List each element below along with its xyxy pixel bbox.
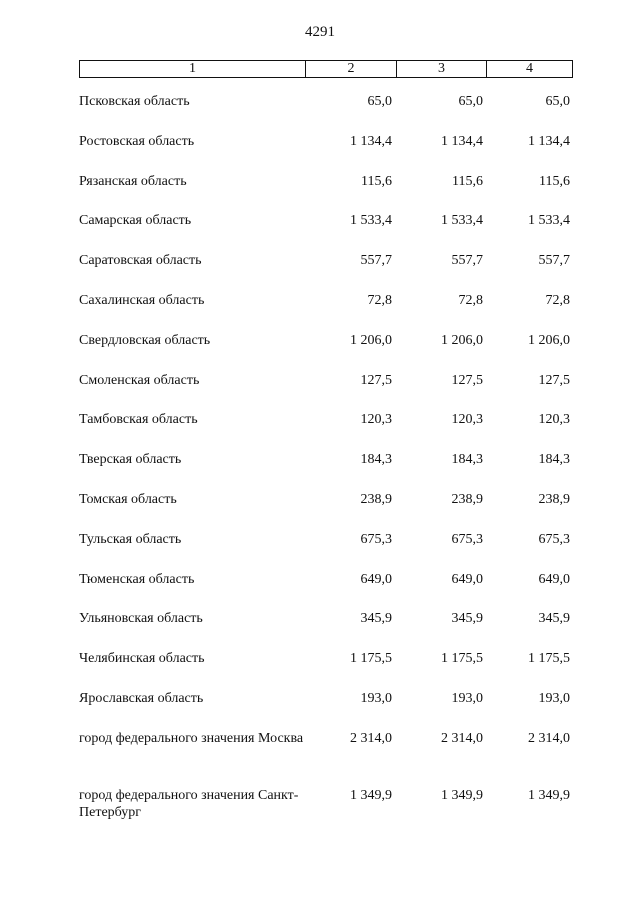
column-header-1: 1	[80, 61, 306, 77]
value-cell-col3: 675,3	[451, 531, 483, 547]
value-cell-col4: 649,0	[538, 571, 570, 587]
table-row	[79, 173, 573, 213]
table-row	[79, 650, 573, 690]
value-cell-col4: 115,6	[539, 173, 570, 189]
value-cell-col2: 1 206,0	[350, 332, 392, 348]
value-cell-col2: 238,9	[360, 491, 392, 507]
table-row	[79, 451, 573, 491]
table-row	[79, 372, 573, 412]
value-cell-col3: 1 533,4	[441, 213, 483, 229]
value-cell-col2: 127,5	[360, 372, 392, 388]
value-cell-col2: 1 533,4	[350, 213, 392, 229]
region-name-cell: Томская область	[79, 491, 177, 507]
region-name-cell: Саратовская область	[79, 253, 202, 269]
value-cell-col2: 65,0	[367, 94, 392, 109]
value-cell-col4: 345,9	[538, 611, 570, 627]
value-cell-col2: 345,9	[360, 611, 392, 627]
value-cell-col3: 65,0	[458, 94, 483, 109]
table-row	[79, 212, 573, 252]
value-cell-col2: 2 314,0	[350, 730, 392, 746]
table-row	[79, 252, 573, 292]
table-row	[79, 332, 573, 372]
region-name-cell: Самарская область	[79, 213, 192, 229]
region-name-cell: Челябинская область	[79, 651, 205, 667]
region-name-cell: Ростовская область	[79, 133, 195, 149]
value-cell-col2: 1 349,9	[350, 787, 392, 803]
value-cell-col3: 1 134,4	[441, 133, 483, 149]
value-cell-col2: 675,3	[360, 531, 392, 547]
column-number-header	[79, 60, 573, 78]
value-cell-col2: 115,6	[361, 173, 392, 189]
value-cell-col3: 557,7	[451, 253, 483, 269]
region-name-cell: Рязанская область	[79, 173, 187, 189]
table-row	[79, 787, 573, 844]
table-row	[79, 690, 573, 730]
value-cell-col4: 120,3	[538, 412, 570, 428]
value-cell-col2: 72,8	[367, 292, 392, 308]
value-cell-col4: 127,5	[538, 372, 570, 388]
value-cell-col4: 184,3	[538, 452, 570, 468]
value-cell-col3: 649,0	[451, 571, 483, 587]
region-name-cell: Псковская область	[79, 94, 190, 109]
table-row	[79, 491, 573, 531]
value-cell-col4: 1 206,0	[528, 332, 570, 348]
table-row	[79, 133, 573, 173]
value-cell-col3: 2 314,0	[441, 730, 483, 746]
value-cell-col4: 557,7	[538, 253, 570, 269]
table-row	[79, 610, 573, 650]
region-name-cell: Тюменская область	[79, 571, 195, 587]
column-header-3: 3	[397, 61, 487, 77]
region-name-cell: Ярославская область	[79, 690, 204, 706]
region-name-cell: Тульская область	[79, 531, 182, 547]
page-number: 4291	[305, 24, 335, 40]
region-name-cell: город федерального значения Москва	[79, 730, 304, 746]
value-cell-col4: 238,9	[538, 491, 570, 507]
value-cell-col4: 675,3	[538, 531, 570, 547]
value-cell-col3: 120,3	[451, 412, 483, 428]
value-cell-col2: 649,0	[360, 571, 392, 587]
table-row	[79, 730, 573, 787]
table-row	[79, 292, 573, 332]
column-header-4: 4	[526, 61, 533, 76]
table-row	[79, 93, 573, 133]
value-cell-col2: 1 134,4	[350, 133, 392, 149]
region-name-cell: Тверская область	[79, 452, 182, 468]
value-cell-col3: 193,0	[451, 690, 483, 706]
region-name-cell: Ульяновская область	[79, 611, 203, 627]
region-name-cell: город федерального значения Санкт-Петербург	[79, 787, 299, 820]
value-cell-col4: 2 314,0	[528, 730, 570, 746]
value-cell-col4: 1 175,5	[528, 651, 570, 667]
regions-table	[79, 93, 573, 844]
column-header-2: 2	[306, 61, 397, 77]
region-name-cell: Тамбовская область	[79, 412, 198, 428]
value-cell-col3: 1 349,9	[441, 787, 483, 803]
value-cell-col3: 115,6	[452, 173, 483, 189]
value-cell-col3: 238,9	[451, 491, 483, 507]
value-cell-col4: 72,8	[545, 292, 570, 308]
value-cell-col3: 1 206,0	[441, 332, 483, 348]
value-cell-col2: 193,0	[360, 690, 392, 706]
value-cell-col4: 1 533,4	[528, 213, 570, 229]
value-cell-col4: 193,0	[538, 690, 570, 706]
value-cell-col2: 557,7	[360, 253, 392, 269]
value-cell-col2: 120,3	[360, 412, 392, 428]
region-name-cell: Свердловская область	[79, 332, 211, 348]
value-cell-col4: 65,0	[545, 94, 570, 109]
value-cell-col3: 184,3	[451, 452, 483, 468]
table-row	[79, 531, 573, 571]
value-cell-col3: 127,5	[451, 372, 483, 388]
value-cell-col3: 1 175,5	[441, 651, 483, 667]
value-cell-col4: 1 134,4	[528, 133, 570, 149]
table-row	[79, 571, 573, 611]
value-cell-col3: 345,9	[451, 611, 483, 627]
value-cell-col2: 184,3	[360, 452, 392, 468]
value-cell-col2: 1 175,5	[350, 651, 392, 667]
region-name-cell: Сахалинская область	[79, 292, 205, 308]
value-cell-col4: 1 349,9	[528, 787, 570, 803]
table-row	[79, 411, 573, 451]
value-cell-col3: 72,8	[458, 292, 483, 308]
region-name-cell: Смоленская область	[79, 372, 200, 388]
